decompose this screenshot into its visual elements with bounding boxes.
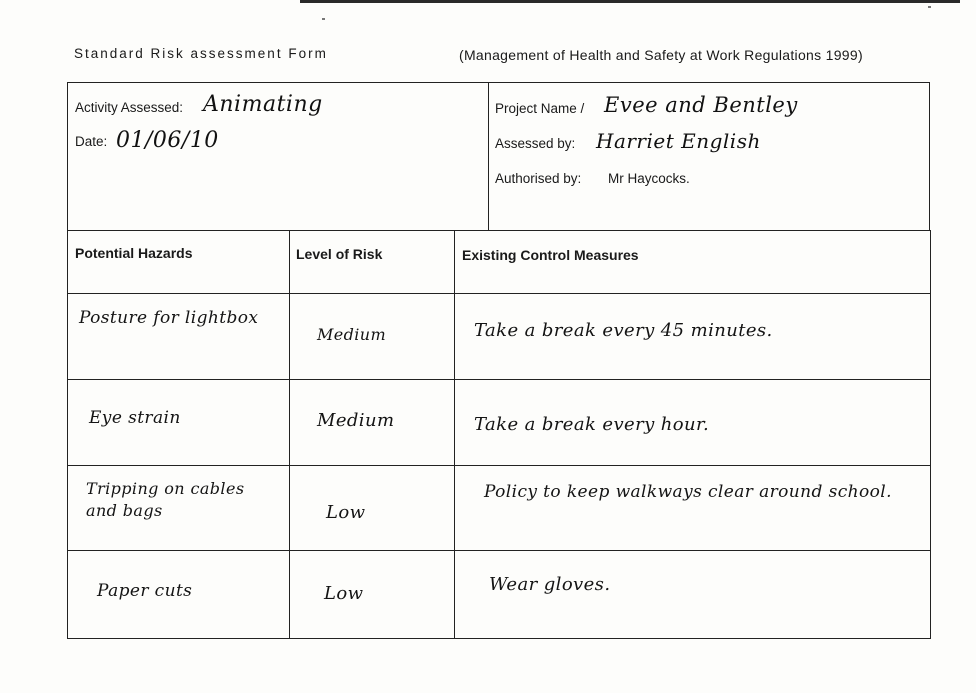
table-row-divider [67,293,931,294]
risk-cell: Low [324,583,364,604]
hazard-cell: Tripping on cables and bags [86,479,245,520]
risk-cell: Medium [317,410,395,431]
scan-speck [322,18,325,20]
header-control-measures: Existing Control Measures [462,247,639,263]
hazard-cell: Eye strain [89,408,181,428]
assessed-value: Harriet English [596,129,761,153]
control-cell: Take a break every 45 minutes. [474,320,773,341]
activity-label: Activity Assessed: [75,100,184,115]
control-cell: Policy to keep walkways clear around school. [484,482,892,502]
hazard-cell: Paper cuts [97,581,193,601]
authorised-label: Authorised by: [495,171,582,186]
details-divider [488,82,489,231]
date-label: Date: [75,134,108,149]
table-row-divider [67,550,931,551]
project-value: Evee and Bentley [604,93,798,117]
scan-speck [928,6,931,8]
scan-top-edge [300,0,960,3]
table-row-divider [67,465,931,466]
control-cell: Take a break every hour. [474,414,710,435]
header-level-of-risk: Level of Risk [296,246,383,262]
regulation-note: (Management of Health and Safety at Work Regulations 1999) [459,47,863,63]
risk-cell: Medium [317,325,387,344]
assessed-label: Assessed by: [495,136,576,151]
table-col-divider [289,230,290,639]
activity-value: Animating [203,92,323,117]
hazard-cell: Posture for lightbox [79,308,259,328]
authorised-value: Mr Haycocks. [608,171,690,186]
table-col-divider [454,230,455,639]
project-label: Project Name / [495,101,585,116]
control-cell: Wear gloves. [489,574,611,595]
date-value: 01/06/10 [116,128,219,153]
form-title: Standard Risk assessment Form [74,46,328,61]
header-potential-hazards: Potential Hazards [75,245,193,261]
table-row-divider [67,379,931,380]
risk-cell: Low [326,502,366,523]
